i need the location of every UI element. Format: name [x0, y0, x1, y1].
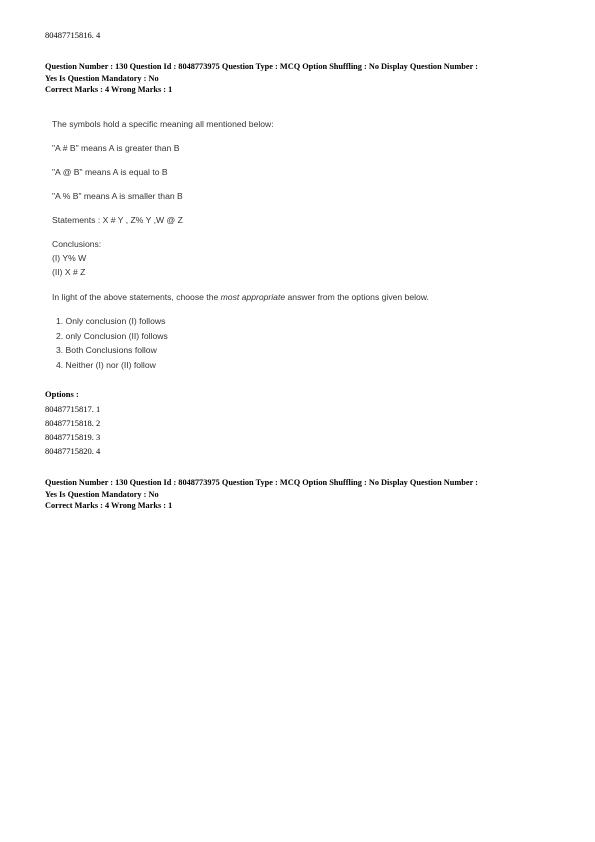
- statements: Statements : X # Y , Z% Y ,W @ Z: [52, 215, 183, 225]
- next-question-marks-line: Correct Marks : 4 Wrong Marks : 1: [45, 501, 173, 510]
- question-header-line2: Yes Is Question Mandatory : No: [45, 73, 159, 83]
- instruction-emphasis: most appropriate: [220, 292, 286, 302]
- definition-smaller: "A % B" means A is smaller than B: [52, 191, 183, 201]
- previous-option-id: 80487715816. 4: [45, 30, 101, 40]
- option-id: 80487715820. 4: [45, 446, 101, 456]
- answer-list-item: 2. only Conclusion (II) follows: [56, 330, 168, 341]
- conclusion-two: (II) X # Z: [52, 267, 86, 277]
- option-id: 80487715818. 2: [45, 418, 101, 428]
- conclusions-label: Conclusions:: [52, 239, 102, 249]
- question-intro: The symbols hold a specific meaning all mentioned below:: [52, 119, 274, 129]
- next-question-header-line1: Question Number : 130 Question Id : 8048773975 Question Type : MCQ Option Shuffling : No Display Question Number :: [45, 478, 478, 487]
- option-id: 80487715817. 1: [45, 404, 101, 414]
- option-id: 80487715819. 3: [45, 432, 101, 442]
- definition-greater: "A # B" means A is greater than B: [52, 143, 180, 153]
- question-marks-line: Correct Marks : 4 Wrong Marks : 1: [45, 85, 173, 94]
- instruction: [52, 292, 429, 302]
- conclusion-one: (I) Y% W: [52, 253, 87, 263]
- question-header-line1: Question Number : 130 Question Id : 8048773975 Question Type : MCQ Option Shuffling : No Display Question Number :: [45, 62, 478, 71]
- answer-list-item: 1. Only conclusion (I) follows: [56, 316, 166, 326]
- definition-equal: "A @ B" means A is equal to B: [52, 167, 168, 177]
- instruction-text-end: answer from the options given below.: [285, 292, 429, 302]
- answer-list-item: 3. Both Conclusions follow: [56, 345, 157, 355]
- options-label: Options :: [45, 389, 79, 399]
- answer-list-item: 4. Neither (I) nor (II) follow: [56, 359, 156, 370]
- next-question-header-line2: Yes Is Question Mandatory : No: [45, 489, 159, 499]
- instruction-text-start: In light of the above statements, choose the: [52, 292, 221, 302]
